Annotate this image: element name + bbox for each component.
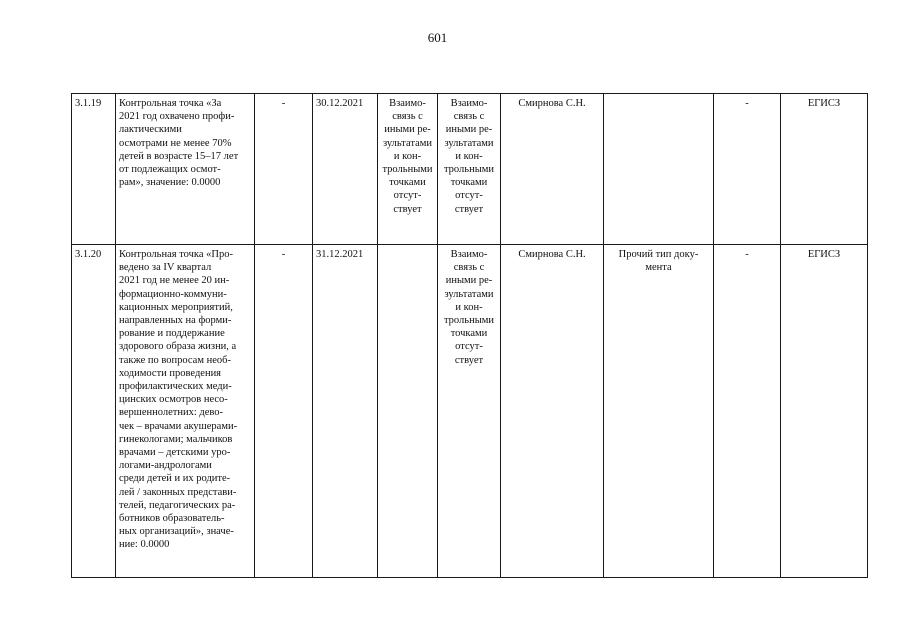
control-points-table — [71, 93, 868, 578]
previous-value: - — [255, 94, 313, 245]
row-number: 3.1.20 — [72, 245, 116, 578]
control-point-description: Контрольная точка «За 2021 год охвачено профи- лактическими осмотрами не менее 70% детей в возрасте 15–17 лет от подлежащих осмот- рам», значение: 0.0000 — [116, 94, 255, 245]
document-type — [604, 94, 714, 245]
information-system: ЕГИСЗ — [781, 94, 868, 245]
due-date: 31.12.2021 — [313, 245, 378, 578]
relationship-predecessors: Взаимо- связь с иными ре- зультатами и кон- трольными точками отсут- ствует — [378, 94, 438, 245]
table-row — [72, 94, 868, 245]
level-value: - — [714, 94, 781, 245]
responsible-person: Смирнова С.Н. — [501, 94, 604, 245]
previous-value: - — [255, 245, 313, 578]
row-number: 3.1.19 — [72, 94, 116, 245]
level-value: - — [714, 245, 781, 578]
page-number: 601 — [427, 30, 448, 45]
information-system: ЕГИСЗ — [781, 245, 868, 578]
relationship-predecessors — [378, 245, 438, 578]
relationship-successors: Взаимо- связь с иными ре- зультатами и кон- трольными точками отсут- ствует — [438, 94, 501, 245]
due-date: 30.12.2021 — [313, 94, 378, 245]
table-row — [72, 245, 868, 578]
control-point-description: Контрольная точка «Про- ведено за IV квартал 2021 год не менее 20 ин- формационно-коммуни- кационных мероприятий, направленных на форми- рование и поддержание здорового образа жизни, а также по вопросам необ- ходимости проведения профилактических меди- цинских осмотров несо- вершеннолетних: дево- чек – врачами акушерами- гинекологами; мальчиков врачами – детскими уро- логами-андрологами среди детей и их родите- лей / законных представи- телей, педагогических ра- ботников образователь- ных организаций», значе- ние: 0.0000 — [116, 245, 255, 578]
relationship-successors: Взаимо- связь с иными ре- зультатами и кон- трольными точками отсут- ствует — [438, 245, 501, 578]
responsible-person: Смирнова С.Н. — [501, 245, 604, 578]
document-type: Прочий тип доку- мента — [604, 245, 714, 578]
